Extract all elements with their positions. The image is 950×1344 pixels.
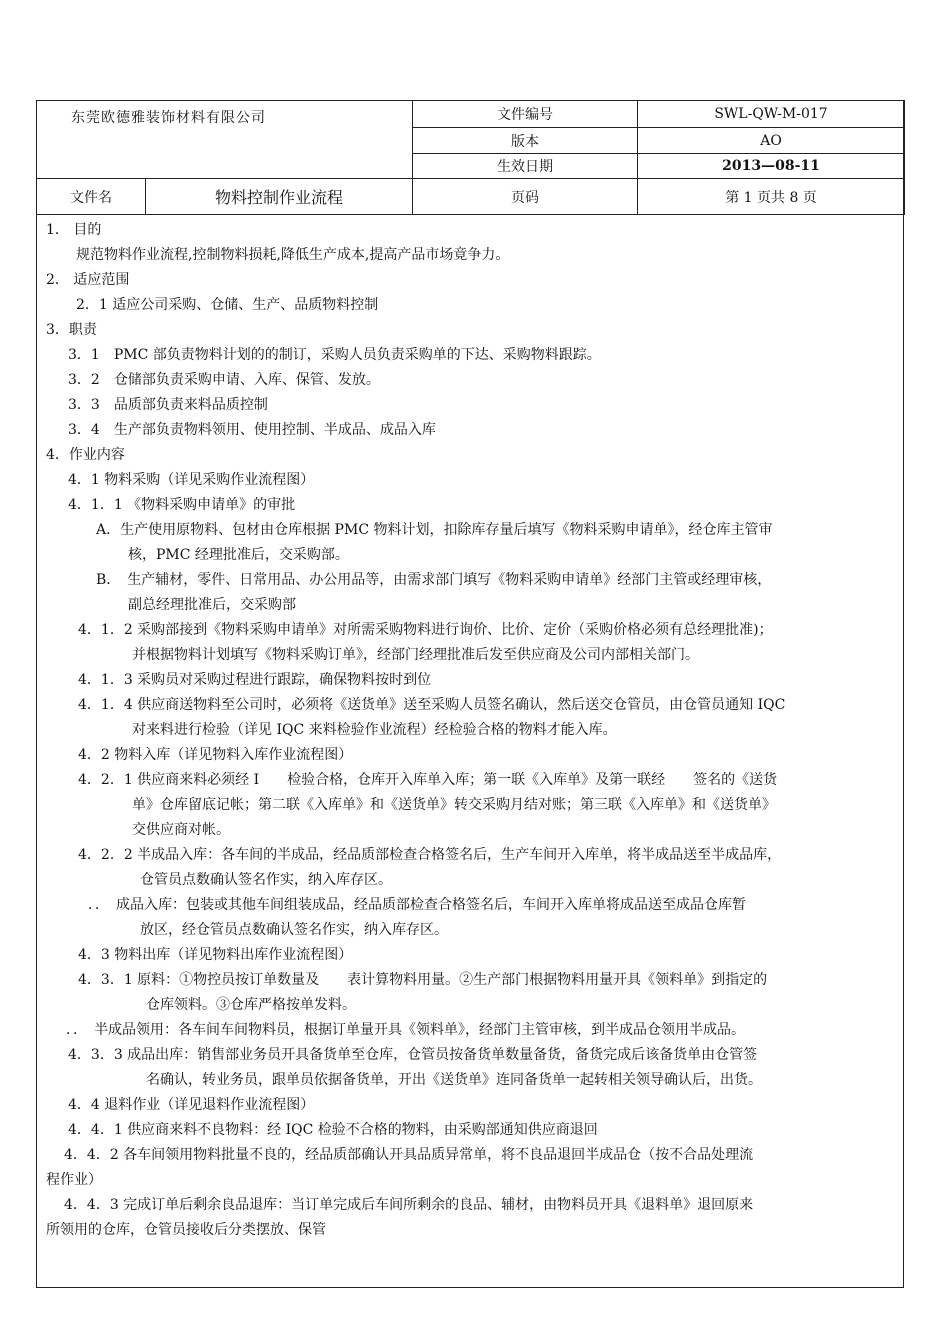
body-text: A．生产使用原物料、包材由仓库根据 PMC 物料计划，扣除库存量后填写《物料采购申请单》，经仓库主管审 xyxy=(96,522,773,538)
body-text: 3．4 生产部负责物料领用、使用控制、半成品、成品入库 xyxy=(68,422,436,438)
body-text: 4．4．3 完成订单后剩余良品退库：当订单完成后车间所剩余的良品、辅材，由物料员开具《退料单》退回原来 xyxy=(64,1197,754,1213)
body-text: 4．4．2 各车间领用物料批量不良的，经品质部确认开具品质异常单，将不良品退回半成品仓（按不合品处理流 xyxy=(64,1147,754,1163)
doc-number-label: 文件编号 xyxy=(413,101,638,128)
doc-number-value: SWL-QW-M-017 xyxy=(638,101,905,128)
body-text: 4．1．2 采购部接到《物料采购申请单》对所需采购物料进行询价、比价、定价（采购价格必须有总经理批准)； xyxy=(78,622,773,638)
section-heading: 1． 目的 xyxy=(46,222,102,238)
subsection-heading: 4．1 物料采购（详见采购作业流程图） xyxy=(68,472,315,488)
body-text: 4．4．1 供应商来料不良物料：经 IQC 检验不合格的物料，由采购部通知供应商退回 xyxy=(68,1122,598,1138)
body-text: 仓管员点数确认签名作实，纳入库存区。 xyxy=(140,872,392,888)
body-text: 所领用的仓库，仓管员接收后分类摆放、保管 xyxy=(46,1222,326,1238)
body-text: 4．1．3 采购员对采购过程进行跟踪，确保物料按时到位 xyxy=(78,672,432,688)
subsection-heading: 4．4 退料作业（详见退料作业流程图） xyxy=(68,1097,315,1113)
body-text: 对来料进行检验（详见 IQC 来料检验作业流程）经检验合格的物料才能入库。 xyxy=(132,722,617,738)
document-header-table xyxy=(36,100,905,215)
body-text: 副总经理批准后，交采购部 xyxy=(128,597,296,613)
page-value: 第 1 页共 8 页 xyxy=(638,179,905,215)
body-text: 程作业） xyxy=(46,1172,102,1188)
body-text: 名确认，转业务员，跟单员依据备货单，开出《送货单》连同备货单一起转相关领导确认后，出货。 xyxy=(146,1072,762,1088)
body-text: 单》仓库留底记帐；第二联《入库单》和《送货单》转交采购月结对账；第三联《入库单》和《送货单》 xyxy=(132,797,776,813)
subsection-heading: 4．3 物料出库（详见物料出库作业流程图） xyxy=(78,947,353,963)
section-heading: 4．作业内容 xyxy=(46,447,125,463)
section-heading: 2． 适应范围 xyxy=(46,272,130,288)
body-text: 3．2 仓储部负责采购申请、入库、保管、发放。 xyxy=(68,372,380,388)
body-text: 2．1 适应公司采购、仓储、生产、品质物料控制 xyxy=(76,297,379,313)
body-text: 4．2．1 供应商来料必须经 I 检验合格，仓库开入库单入库；第一联《入库单》及第一联经 签名的《送货 xyxy=(78,772,778,788)
body-text: 4．3．3 成品出库：销售部业务员开具备货单至仓库，仓管员按备货单数量备货，备货完成后该备货单由仓管签 xyxy=(68,1047,758,1063)
body-text: 交供应商对帐。 xyxy=(132,822,230,838)
body-text: ．． 成品入库：包装或其他车间组装成品，经品质部检查合格签名后，车间开入库单将成品送至成品仓库暂 xyxy=(88,897,746,913)
version-value: AO xyxy=(638,128,905,154)
body-text: 放区，经仓管员点数确认签名作实，纳入库存区。 xyxy=(140,922,448,938)
body-text: 4．1．4 供应商送物料至公司时，必须将《送货单》送至采购人员签名确认，然后送交仓管员，由仓管员通知 IQC xyxy=(78,697,786,713)
company-name: 东莞欧德雅装饰材料有限公司 xyxy=(37,101,413,179)
body-text: 规范物料作业流程,控制物料损耗,降低生产成本,提高产品市场竟争力。 xyxy=(76,247,510,263)
body-text: 核，PMC 经理批准后，交采购部。 xyxy=(128,547,349,563)
file-name-value: 物料控制作业流程 xyxy=(146,179,413,215)
body-text: 仓库领料。③仓库严格按单发料。 xyxy=(146,997,356,1013)
body-text: 3．3 品质部负责来料品质控制 xyxy=(68,397,268,413)
section-heading: 3．职责 xyxy=(46,322,97,338)
body-text: 4．3．1 原料：①物控员按订单数量及 表计算物料用量。②生产部门根据物料用量开具《领料单》到指定的 xyxy=(78,972,768,988)
effective-date-label: 生效日期 xyxy=(413,154,638,179)
body-text: 3．1 PMC 部负责物料计划的的制订，采购人员负责采购单的下达、采购物料跟踪。 xyxy=(68,347,601,363)
body-text: 4．1．1 《物料采购申请单》的审批 xyxy=(68,497,296,513)
body-text: ．． 半成品领用：各车间车间物料员，根据订单量开具《领料单》，经部门主管审核，到半成品仓领用半成品。 xyxy=(66,1022,745,1038)
body-text: 4．2．2 半成品入库：各车间的半成品，经品质部检查合格签名后，生产车间开入库单，将半成品送至半成品库， xyxy=(78,847,782,863)
body-text: 并根据物料计划填写《物料采购订单》，经部门经理批准后发至供应商及公司内部相关部门。 xyxy=(132,647,699,663)
version-label: 版本 xyxy=(413,128,638,154)
body-text: B． 生产辅材，零件、日常用品、办公用品等，由需求部门填写《物料采购申请单》经部门主管或经理审核， xyxy=(96,572,772,588)
effective-date-value: 2013—08-11 xyxy=(638,154,905,179)
page-label: 页码 xyxy=(413,179,638,215)
subsection-heading: 4．2 物料入库（详见物料入库作业流程图） xyxy=(78,747,353,763)
file-name-label: 文件名 xyxy=(37,179,146,215)
